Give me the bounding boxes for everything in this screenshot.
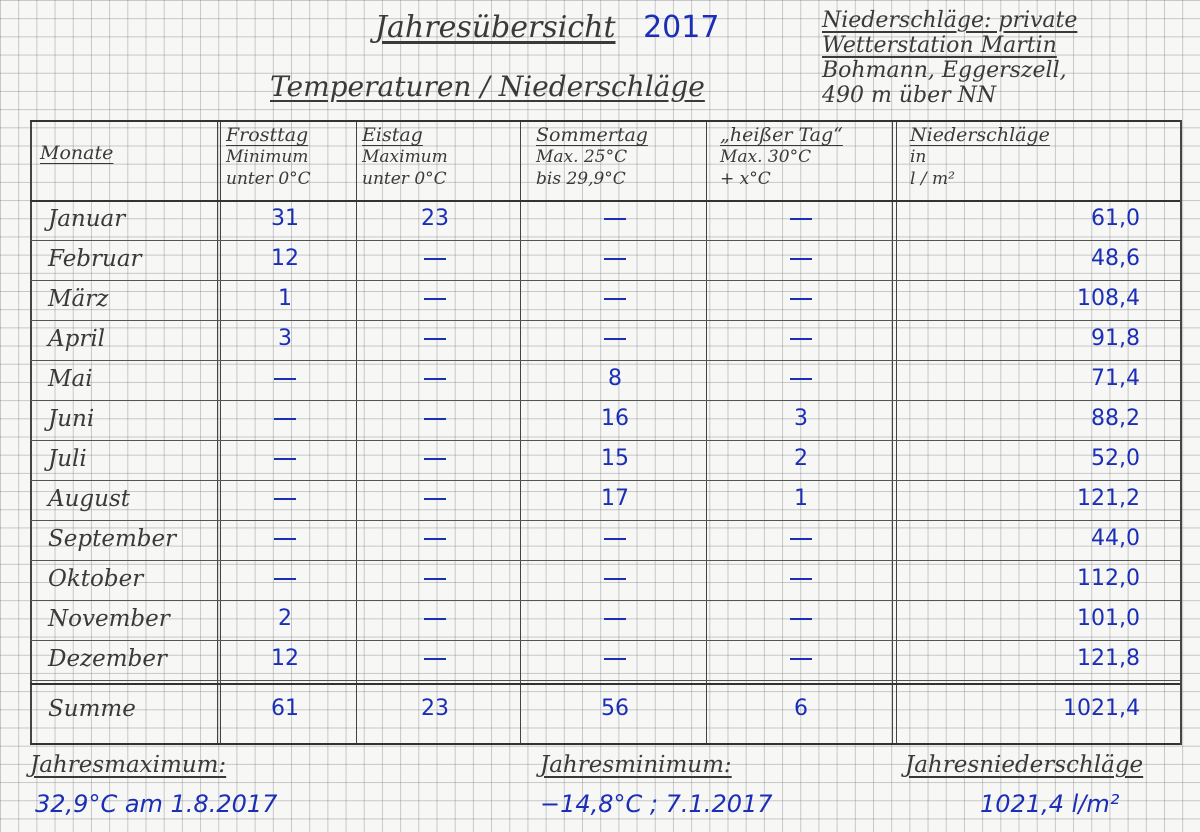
cell-heiss [716, 246, 886, 271]
column-rule [892, 120, 893, 745]
page-title [375, 10, 719, 45]
header-sommer [536, 124, 648, 190]
source-line: Wetterstation Martin [822, 33, 1057, 58]
dash-mark [790, 258, 812, 260]
dash-mark [424, 298, 446, 300]
dash-mark [604, 658, 626, 660]
cell-precip: 112,0 [1077, 566, 1140, 591]
row-rule [30, 440, 1180, 441]
row-rule [30, 640, 1180, 641]
cell-heiss [716, 566, 886, 591]
dash-mark [274, 418, 296, 420]
dash-mark [424, 258, 446, 260]
header-month [40, 140, 113, 164]
cell-precip: 52,0 [1091, 446, 1140, 471]
cell-precip: 101,0 [1077, 606, 1140, 631]
cell-precip: 1021,4 [1063, 696, 1140, 721]
dash-mark [424, 498, 446, 500]
dash-mark [274, 578, 296, 580]
cell-frost: 2 [278, 606, 292, 631]
column-rule [706, 120, 707, 745]
month-label: Juli [48, 446, 87, 472]
column-rule [896, 120, 897, 745]
source-line: Bohmann, Eggerszell, [822, 58, 1067, 83]
cell-precip: 121,8 [1077, 646, 1140, 671]
header-line: Max. 30°C [720, 147, 812, 167]
source-note [822, 8, 1182, 108]
cell-eis [370, 566, 500, 591]
dash-mark [790, 298, 812, 300]
page-subtitle: Temperaturen / Niederschläge [270, 70, 705, 103]
weather-table [30, 120, 1180, 745]
precip-value: 1021,4 l/m² [980, 790, 1120, 818]
cell-heiss [716, 366, 886, 391]
month-label: Juni [48, 406, 95, 432]
cell-precip: 44,0 [1091, 526, 1140, 551]
source-line: Niederschläge: private [822, 8, 1078, 33]
dash-mark [604, 338, 626, 340]
header-line: Maximum [362, 147, 448, 167]
dash-mark [790, 218, 812, 220]
min-value: −14,8°C ; 7.1.2017 [540, 790, 773, 818]
cell-sommer [530, 646, 700, 671]
row-rule [30, 360, 1180, 361]
cell-eis [370, 646, 500, 671]
header-line: Minimum [226, 147, 309, 167]
cell-heiss [716, 646, 886, 671]
month-label: Februar [48, 246, 142, 272]
cell-precip: 121,2 [1077, 486, 1140, 511]
header-eis [362, 124, 448, 190]
cell-frost: 61 [271, 696, 299, 721]
dash-mark [790, 618, 812, 620]
cell-sommer: 16 [601, 406, 629, 431]
cell-heiss: 1 [794, 486, 808, 511]
row-rule [30, 600, 1180, 601]
header-line: Sommertag [536, 124, 648, 146]
cell-sommer [530, 286, 700, 311]
max-value: 32,9°C am 1.8.2017 [35, 790, 278, 818]
cell-precip: 48,6 [1091, 246, 1140, 271]
header-line: unter 0°C [362, 169, 447, 189]
cell-frost: 1 [278, 286, 292, 311]
max-label: Jahresmaximum: [30, 752, 227, 778]
cell-eis [370, 486, 500, 511]
column-rule [1180, 120, 1182, 745]
month-label: Oktober [48, 566, 144, 592]
cell-eis [370, 606, 500, 631]
month-label: April [48, 326, 106, 352]
dash-mark [424, 618, 446, 620]
row-rule [30, 120, 1180, 122]
row-rule [30, 560, 1180, 561]
header-line: bis 29,9°C [536, 169, 626, 189]
cell-frost [230, 366, 340, 391]
dash-mark [424, 538, 446, 540]
row-rule [30, 480, 1180, 481]
dash-mark [274, 378, 296, 380]
cell-heiss [716, 286, 886, 311]
header-line: Max. 25°C [536, 147, 628, 167]
cell-heiss: 2 [794, 446, 808, 471]
cell-heiss: 3 [794, 406, 808, 431]
cell-precip: 88,2 [1091, 406, 1140, 431]
row-rule [30, 320, 1180, 321]
dash-mark [424, 578, 446, 580]
header-line: in [910, 147, 927, 167]
cell-sommer: 56 [601, 696, 629, 721]
cell-sommer [530, 206, 700, 231]
header-heiss [720, 124, 843, 190]
cell-eis [370, 246, 500, 271]
cell-frost [230, 526, 340, 551]
row-rule [30, 520, 1180, 521]
cell-sommer [530, 526, 700, 551]
month-label: November [48, 606, 170, 632]
dash-mark [424, 658, 446, 660]
column-rule [356, 120, 357, 745]
cell-frost [230, 446, 340, 471]
header-line: Niederschläge [910, 124, 1050, 146]
dash-mark [604, 218, 626, 220]
min-label: Jahresminimum: [540, 752, 732, 778]
month-label: Dezember [48, 646, 167, 672]
column-rule [520, 120, 521, 745]
month-label: August [48, 486, 131, 512]
cell-sommer [530, 246, 700, 271]
cell-sommer: 15 [601, 446, 629, 471]
cell-eis [370, 326, 500, 351]
dash-mark [604, 578, 626, 580]
row-rule [30, 680, 1180, 681]
cell-eis [370, 286, 500, 311]
dash-mark [424, 458, 446, 460]
dash-mark [790, 338, 812, 340]
header-line: Eistag [362, 124, 423, 146]
dash-mark [424, 378, 446, 380]
cell-frost [230, 406, 340, 431]
column-rule [30, 120, 32, 745]
cell-eis [370, 406, 500, 431]
dash-mark [790, 578, 812, 580]
month-label: September [48, 526, 177, 552]
row-rule [30, 280, 1180, 281]
dash-mark [790, 658, 812, 660]
header-frost [226, 124, 311, 190]
dash-mark [604, 298, 626, 300]
header-label: Monate [40, 142, 114, 164]
cell-eis [370, 366, 500, 391]
cell-sommer [530, 606, 700, 631]
row-rule [30, 743, 1180, 745]
header-line: Frosttag [226, 124, 309, 146]
cell-frost: 31 [271, 206, 299, 231]
row-rule [30, 200, 1180, 202]
column-rule [220, 120, 221, 745]
header-line: unter 0°C [226, 169, 311, 189]
source-line: 490 m über NN [822, 83, 997, 108]
cell-heiss: 6 [794, 696, 808, 721]
dash-mark [424, 418, 446, 420]
column-rule [217, 120, 218, 745]
cell-frost [230, 486, 340, 511]
month-label: März [48, 286, 109, 312]
header-line: „heißer Tag“ [720, 124, 843, 146]
cell-eis [370, 526, 500, 551]
month-label: Mai [48, 366, 93, 392]
cell-precip: 108,4 [1077, 286, 1140, 311]
cell-heiss [716, 526, 886, 551]
cell-precip: 91,8 [1091, 326, 1140, 351]
cell-precip: 61,0 [1091, 206, 1140, 231]
cell-frost [230, 566, 340, 591]
title-text: Jahresübersicht [375, 10, 616, 45]
cell-sommer [530, 326, 700, 351]
dash-mark [604, 618, 626, 620]
cell-heiss [716, 606, 886, 631]
header-line: l / m² [910, 169, 955, 189]
dash-mark [274, 458, 296, 460]
dash-mark [604, 538, 626, 540]
cell-sommer: 17 [601, 486, 629, 511]
cell-frost: 12 [271, 246, 299, 271]
month-label: Januar [48, 206, 126, 232]
cell-eis: 23 [421, 206, 449, 231]
dash-mark [424, 338, 446, 340]
cell-heiss [716, 326, 886, 351]
row-rule [30, 400, 1180, 401]
dash-mark [604, 258, 626, 260]
cell-sommer [530, 566, 700, 591]
cell-eis: 23 [421, 696, 449, 721]
cell-heiss [716, 206, 886, 231]
month-label: Summe [48, 696, 136, 722]
cell-sommer: 8 [608, 366, 622, 391]
header-precip [910, 124, 1050, 190]
precip-label: Jahresniederschläge [905, 752, 1144, 778]
dash-mark [274, 538, 296, 540]
header-line: + x°C [720, 169, 771, 189]
cell-frost: 3 [278, 326, 292, 351]
dash-mark [790, 538, 812, 540]
cell-precip: 71,4 [1091, 366, 1140, 391]
row-rule [30, 683, 1180, 685]
title-year: 2017 [643, 10, 720, 45]
cell-frost: 12 [271, 646, 299, 671]
dash-mark [274, 498, 296, 500]
row-rule [30, 240, 1180, 241]
dash-mark [790, 378, 812, 380]
cell-eis [370, 446, 500, 471]
